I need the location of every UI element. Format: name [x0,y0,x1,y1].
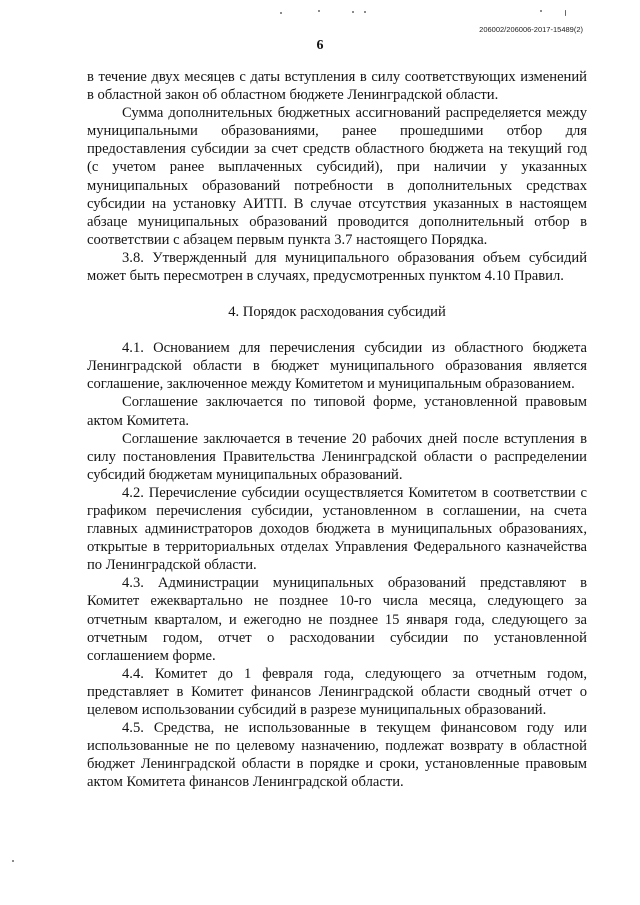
paragraph: 4.5. Средства, не использованные в текущем финансовом году или использованные не по целевому назначению, подлежат возврату в областной бюджет Ленинградской области в порядке и сроки, установленные правовым актом Комитета финансов Ленинградской области. [87,720,587,791]
paragraph: 4.1. Основанием для перечисления субсидии из областного бюджета Ленинградской области в бюджет муниципального образования является соглашение, заключенное между Комитетом и муниципальным образованием. [87,340,587,393]
document-id: 206002/206006-2017-15489(2) [479,25,583,34]
section-title: 4. Порядок расходования субсидий [228,304,446,321]
paragraph: в течение двух месяцев с даты вступления в силу соответствующих изменений в областной закон об областном бюджете Ленинградской области. [87,69,587,104]
paragraph: Сумма дополнительных бюджетных ассигнований распределяется между муниципальными образованиями, ранее прошедшими отбор для предоставления субсидии за счет средств областного бюджета на текущий год (с учетом ранее выплаченных субсидий), при наличии у указанных муниципальных образований потребности в дополнительных средствах субсидии на установку АИТП. В случае отсутствия указанных в настоящем абзаце муниципальных образований проводится дополнительный отбор в соответствии с абзацем первым пункта 3.7 настоящего Порядка. [87,105,587,248]
scan-speck [280,12,282,14]
scan-speck [364,11,366,13]
paragraph: 3.8. Утвержденный для муниципального образования объем субсидий может быть пересмотрен в случаях, предусмотренных пунктом 4.10 Правил. [87,249,587,285]
scan-speck [12,860,14,862]
scan-speck [352,11,354,13]
paragraph: Соглашение заключается по типовой форме, установленной правовым актом Комитета. [87,394,587,429]
scan-speck [318,10,320,12]
scan-speck [540,10,542,12]
scan-speck [565,10,566,16]
document-body [87,68,587,791]
paragraph: 4.2. Перечисление субсидии осуществляется Комитетом в соответствии с графиком перечисления субсидии, установленном в соглашении, на счета главных администраторов доходов бюджета в муниципальных образованиях, открытые в территориальных отделах Управления Федерального казначейства по Ленинградской области. [87,484,587,574]
paragraph: 4.3. Администрации муниципальных образований представляют в Комитет ежеквартально не позднее 10-го числа месяца, следующего за отчетным кварталом, и ежегодно не позднее 15 января года, следующего за отчетным годом, отчет о расходовании субсидии по установленной соглашением форме. [87,575,587,664]
paragraph: 4.4. Комитет до 1 февраля года, следующего за отчетным годом, представляет в Комитет финансов Ленинградской области сводный отчет о целевом использовании субсидий в разрезе муниципальных образований. [87,665,587,718]
page-number: 6 [316,38,324,53]
paragraph: Соглашение заключается в течение 20 рабочих дней после вступления в силу постановления Правительства Ленинградской области о распределении субсидий бюджетам муниципальных образований. [87,430,587,483]
